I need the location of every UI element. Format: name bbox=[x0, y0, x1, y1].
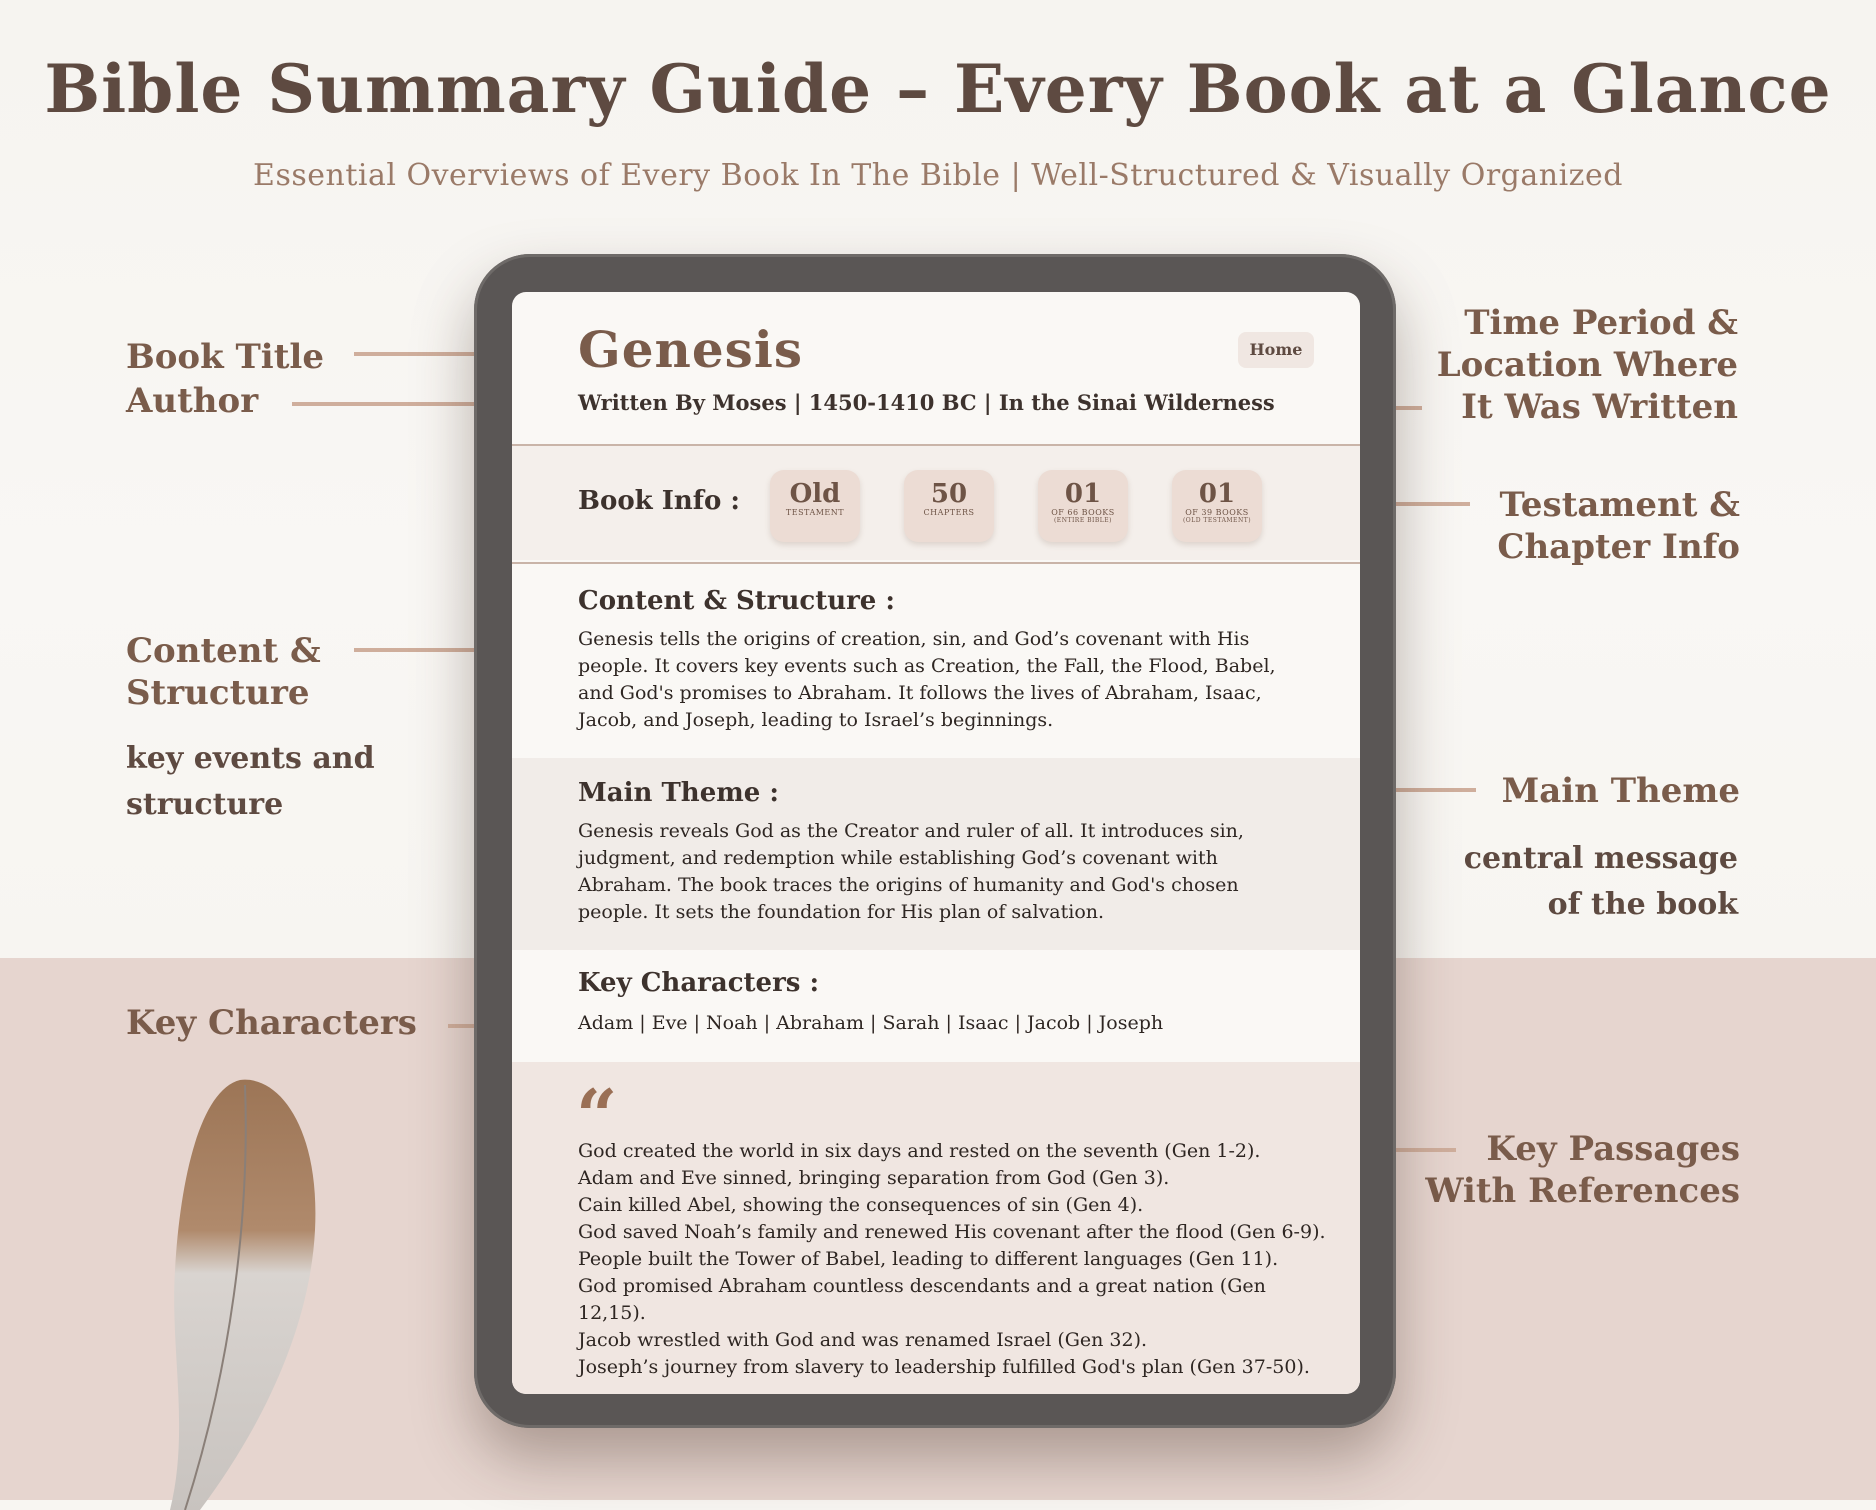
passage-line: God created the world in six days and rested on the seventh (Gen 1-2). bbox=[578, 1140, 1261, 1162]
callout-main-theme: Main Theme bbox=[1501, 771, 1740, 811]
callout-book-title: Book Title bbox=[126, 337, 324, 377]
chip-chapters bbox=[904, 470, 994, 542]
content-structure-body: Genesis tells the origins of creation, sin, and God’s covenant with His people. It covers key events such as Creation, the Fall, the Flood, Babel, and God's promises to Abraham. It follows the lives of Abraham, Isaac, Jacob, and Joseph, leading to Israel’s beginnings. bbox=[578, 628, 1276, 731]
page-subtitle: Essential Overviews of Every Book In The Bible | Well-Structured & Visually Organized bbox=[253, 158, 1623, 193]
passage-line: Jacob wrestled with God and was renamed Israel (Gen 32). bbox=[578, 1329, 1148, 1351]
home-button[interactable]: Home bbox=[1238, 332, 1314, 368]
book-title: Genesis bbox=[578, 320, 803, 379]
chip-testament bbox=[770, 470, 860, 542]
chip-old-testament bbox=[1172, 470, 1262, 542]
callout-time-period-3: It Was Written bbox=[1461, 387, 1738, 427]
callout-testament-1: Testament & bbox=[1499, 485, 1740, 525]
key-characters-heading: Key Characters : bbox=[578, 968, 820, 998]
main-theme-body: Genesis reveals God as the Creator and ruler of all. It introduces sin, judgment, and redemption while establishing God’s covenant with Abraham. The book traces the origins of humanity and God's chosen people. It sets the foundation for His plan of salvation. bbox=[578, 820, 1244, 923]
chip-testament-value: Old bbox=[789, 479, 841, 509]
passage-line: Adam and Eve sinned, bringing separation from God (Gen 3). bbox=[578, 1167, 1170, 1189]
key-characters-band bbox=[512, 950, 1360, 1062]
callout-content-sub-1: key events and bbox=[126, 741, 375, 776]
callout-time-period-2: Location Where bbox=[1436, 345, 1738, 385]
callout-author: Author bbox=[126, 381, 259, 421]
callout-key-passages-1: Key Passages bbox=[1486, 1129, 1740, 1169]
passage-line: People built the Tower of Babel, leading to different languages (Gen 11). bbox=[578, 1248, 1279, 1270]
chip-old-testament-sublabel: (OLD TESTAMENT) bbox=[1182, 517, 1252, 524]
callout-main-theme-sub-2: of the book bbox=[1547, 887, 1738, 922]
key-characters-list: Adam | Eve | Noah | Abraham | Sarah | Isaac | Jacob | Joseph bbox=[578, 1012, 1164, 1034]
chip-old-testament-label: OF 39 BOOKS bbox=[1185, 508, 1249, 517]
chip-testament-label: TESTAMENT bbox=[785, 508, 845, 517]
feather-icon bbox=[130, 1070, 390, 1510]
callout-key-passages-2: With References bbox=[1425, 1171, 1740, 1211]
callout-time-period-1: Time Period & bbox=[1464, 303, 1738, 343]
book-info-label: Book Info : bbox=[578, 486, 740, 516]
chip-entire-bible-sublabel: (ENTIRE BIBLE) bbox=[1053, 517, 1113, 524]
book-byline: Written By Moses | 1450-1410 BC | In the Sinai Wilderness bbox=[578, 390, 1275, 415]
passage-line: God promised Abraham countless descendants and a great nation (Gen 12,15). bbox=[578, 1275, 1266, 1324]
content-structure-heading: Content & Structure : bbox=[578, 586, 896, 616]
chip-chapters-label: CHAPTERS bbox=[923, 508, 975, 517]
passage-line: Cain killed Abel, showing the consequences of sin (Gen 4). bbox=[578, 1194, 1144, 1216]
chip-old-testament-value: 01 bbox=[1198, 479, 1236, 509]
chip-chapters-value: 50 bbox=[930, 479, 968, 509]
tablet-screen bbox=[512, 292, 1360, 1394]
passage-line: God saved Noah’s family and renewed His covenant after the flood (Gen 6-9). bbox=[578, 1221, 1326, 1243]
passage-line: Joseph’s journey from slavery to leadership fulfilled God's plan (Gen 37-50). bbox=[578, 1356, 1310, 1378]
callout-content-structure-1: Content & bbox=[126, 631, 321, 671]
quote-icon: “ bbox=[576, 1073, 618, 1158]
callout-testament-2: Chapter Info bbox=[1497, 527, 1740, 567]
key-passages-list bbox=[578, 1138, 1338, 1381]
page-title: Bible Summary Guide – Every Book at a Glance bbox=[44, 50, 1832, 128]
chip-entire-bible bbox=[1038, 470, 1128, 542]
callout-content-sub-2: structure bbox=[126, 787, 284, 822]
callout-content-structure-2: Structure bbox=[126, 673, 310, 713]
divider-info bbox=[512, 562, 1360, 564]
main-theme-heading: Main Theme : bbox=[578, 778, 779, 808]
callout-main-theme-sub-1: central message bbox=[1463, 841, 1738, 876]
chip-entire-bible-value: 01 bbox=[1064, 479, 1102, 509]
callout-key-characters: Key Characters bbox=[126, 1003, 417, 1043]
chip-entire-bible-label: OF 66 BOOKS bbox=[1051, 508, 1115, 517]
